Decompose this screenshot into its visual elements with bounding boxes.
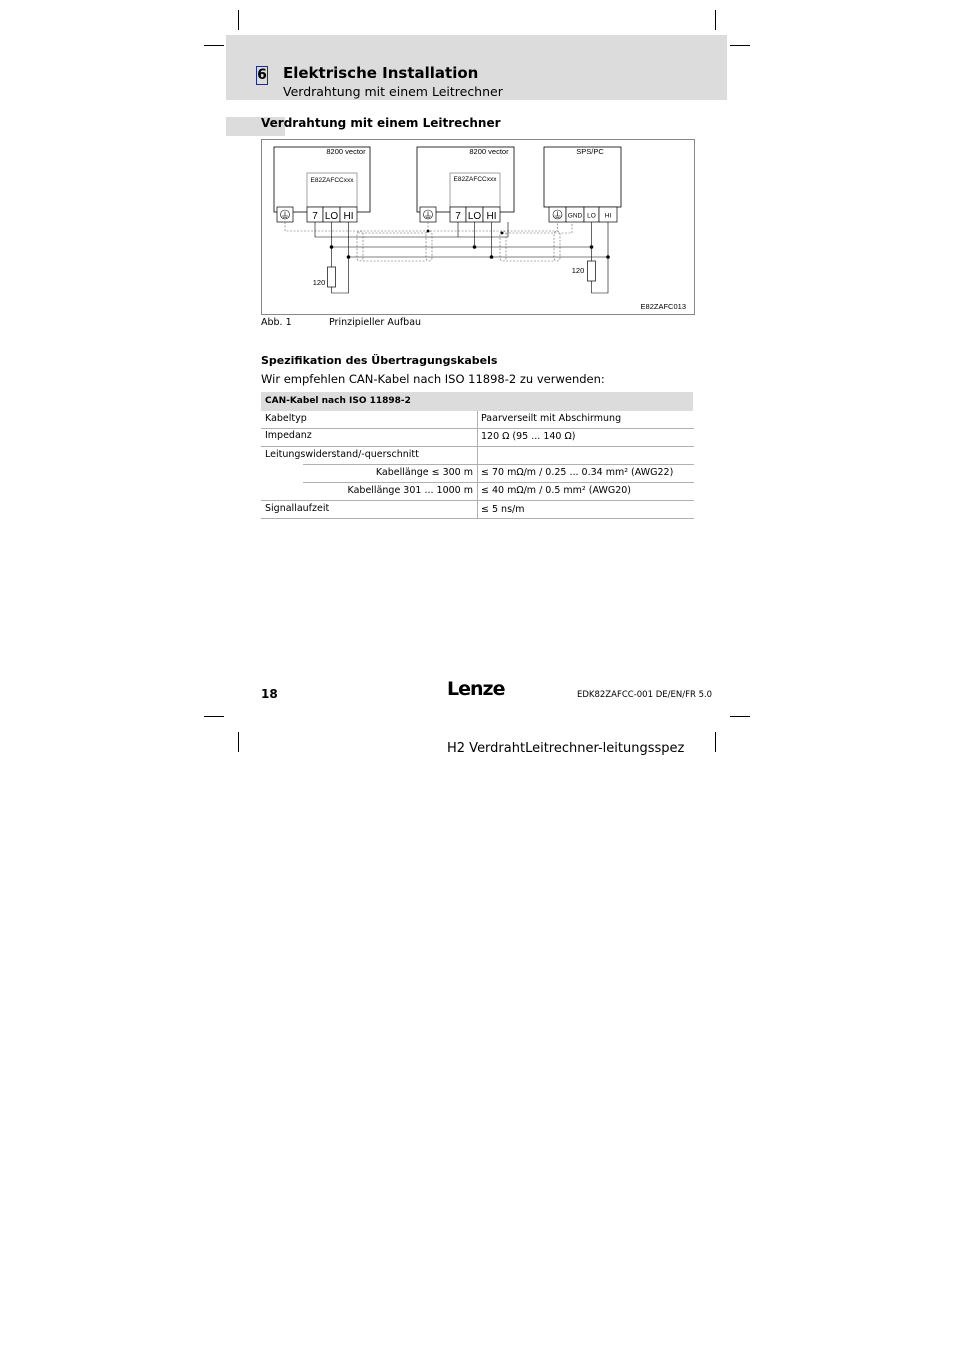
spec-heading: Spezifikation des Übertragungskabels (261, 354, 498, 367)
crop-mark (204, 716, 224, 717)
device-box (544, 147, 621, 207)
terminal-label: HI (604, 212, 612, 220)
terminal-label: LO (587, 212, 596, 220)
footer-label: H2 VerdrahtLeitrechner-leitungsspez (447, 741, 685, 756)
table-cell-label: Impedanz (265, 430, 312, 441)
signal-lines (312, 222, 608, 293)
terminal-label: LO (324, 211, 339, 222)
crop-mark (204, 45, 224, 46)
crop-mark (238, 732, 239, 752)
figure-label: Abb. 1 (261, 317, 292, 328)
spec-table-title: CAN-Kabel nach ISO 11898-2 (265, 396, 411, 406)
table-cell-value: ≤ 70 mΩ/m / 0.25 ... 0.34 mm² (AWG22) (481, 467, 674, 478)
resistor-value: 120 (312, 278, 326, 287)
chapter-title: Elektrische Installation (283, 64, 479, 82)
device-2-name: 8200 vector (469, 147, 509, 156)
table-row-rule (303, 464, 694, 465)
termination-resistor (328, 267, 336, 287)
chapter-subtitle: Verdrahtung mit einem Leitrechner (283, 84, 503, 99)
table-cell-label: Kabellänge 301 ... 1000 m (347, 485, 473, 496)
spec-intro: Wir empfehlen CAN-Kabel nach ISO 11898-2 zu verwenden: (261, 372, 605, 386)
terminal-label: LO (467, 211, 482, 222)
table-row-rule (261, 500, 694, 501)
module-2-label: E82ZAFCCxxx (453, 176, 497, 183)
crop-mark (715, 732, 716, 752)
document-code: EDK82ZAFCC-001 DE/EN/FR 5.0 (577, 690, 713, 700)
junction-dots (330, 230, 610, 259)
device-3-name: SPS/PC (576, 147, 604, 156)
terminal-label: HI (343, 211, 354, 222)
terminal-label: GND (567, 212, 583, 220)
table-cell-label: Leitungswiderstand/-querschnitt (265, 449, 419, 460)
brand-logo: Lenze (447, 678, 505, 700)
table-cell-value: ≤ 5 ns/m (481, 504, 525, 515)
termination-resistor (588, 261, 596, 281)
table-cell-label: Kabeltyp (265, 413, 307, 424)
table-cell-value: 120 Ω (95 ... 140 Ω) (481, 431, 576, 442)
figure-caption: Prinzipieller Aufbau (329, 317, 422, 328)
wiring-diagram (262, 140, 694, 314)
drawing-code: E82ZAFC013 (640, 302, 686, 311)
wiring-diagram-frame (261, 139, 695, 315)
chapter-number: 6 (257, 67, 267, 83)
table-row-rule (261, 446, 694, 447)
terminal-label: 7 (455, 211, 461, 222)
table-row-rule (303, 482, 694, 483)
resistor-value: 120 (571, 266, 585, 275)
table-row-rule (261, 428, 694, 429)
crop-mark (730, 716, 750, 717)
table-row-rule (261, 518, 694, 519)
crop-mark (238, 10, 239, 30)
terminal-label: HI (486, 211, 497, 222)
device-1-name: 8200 vector (326, 147, 366, 156)
module-1-label: E82ZAFCCxxx (310, 177, 354, 184)
section-heading: Verdrahtung mit einem Leitrechner (261, 116, 501, 130)
table-cell-value: ≤ 40 mΩ/m / 0.5 mm² (AWG20) (481, 485, 631, 496)
table-cell-label: Signallaufzeit (265, 503, 330, 514)
table-cell-label: Kabellänge ≤ 300 m (375, 467, 473, 478)
page-number: 18 (261, 687, 278, 701)
terminal-label: 7 (312, 211, 318, 222)
shield-lines (285, 222, 572, 261)
table-cell-value: Paarverseilt mit Abschirmung (481, 413, 622, 424)
spec-table-header (261, 392, 693, 411)
crop-mark (715, 10, 716, 30)
crop-mark (730, 45, 750, 46)
